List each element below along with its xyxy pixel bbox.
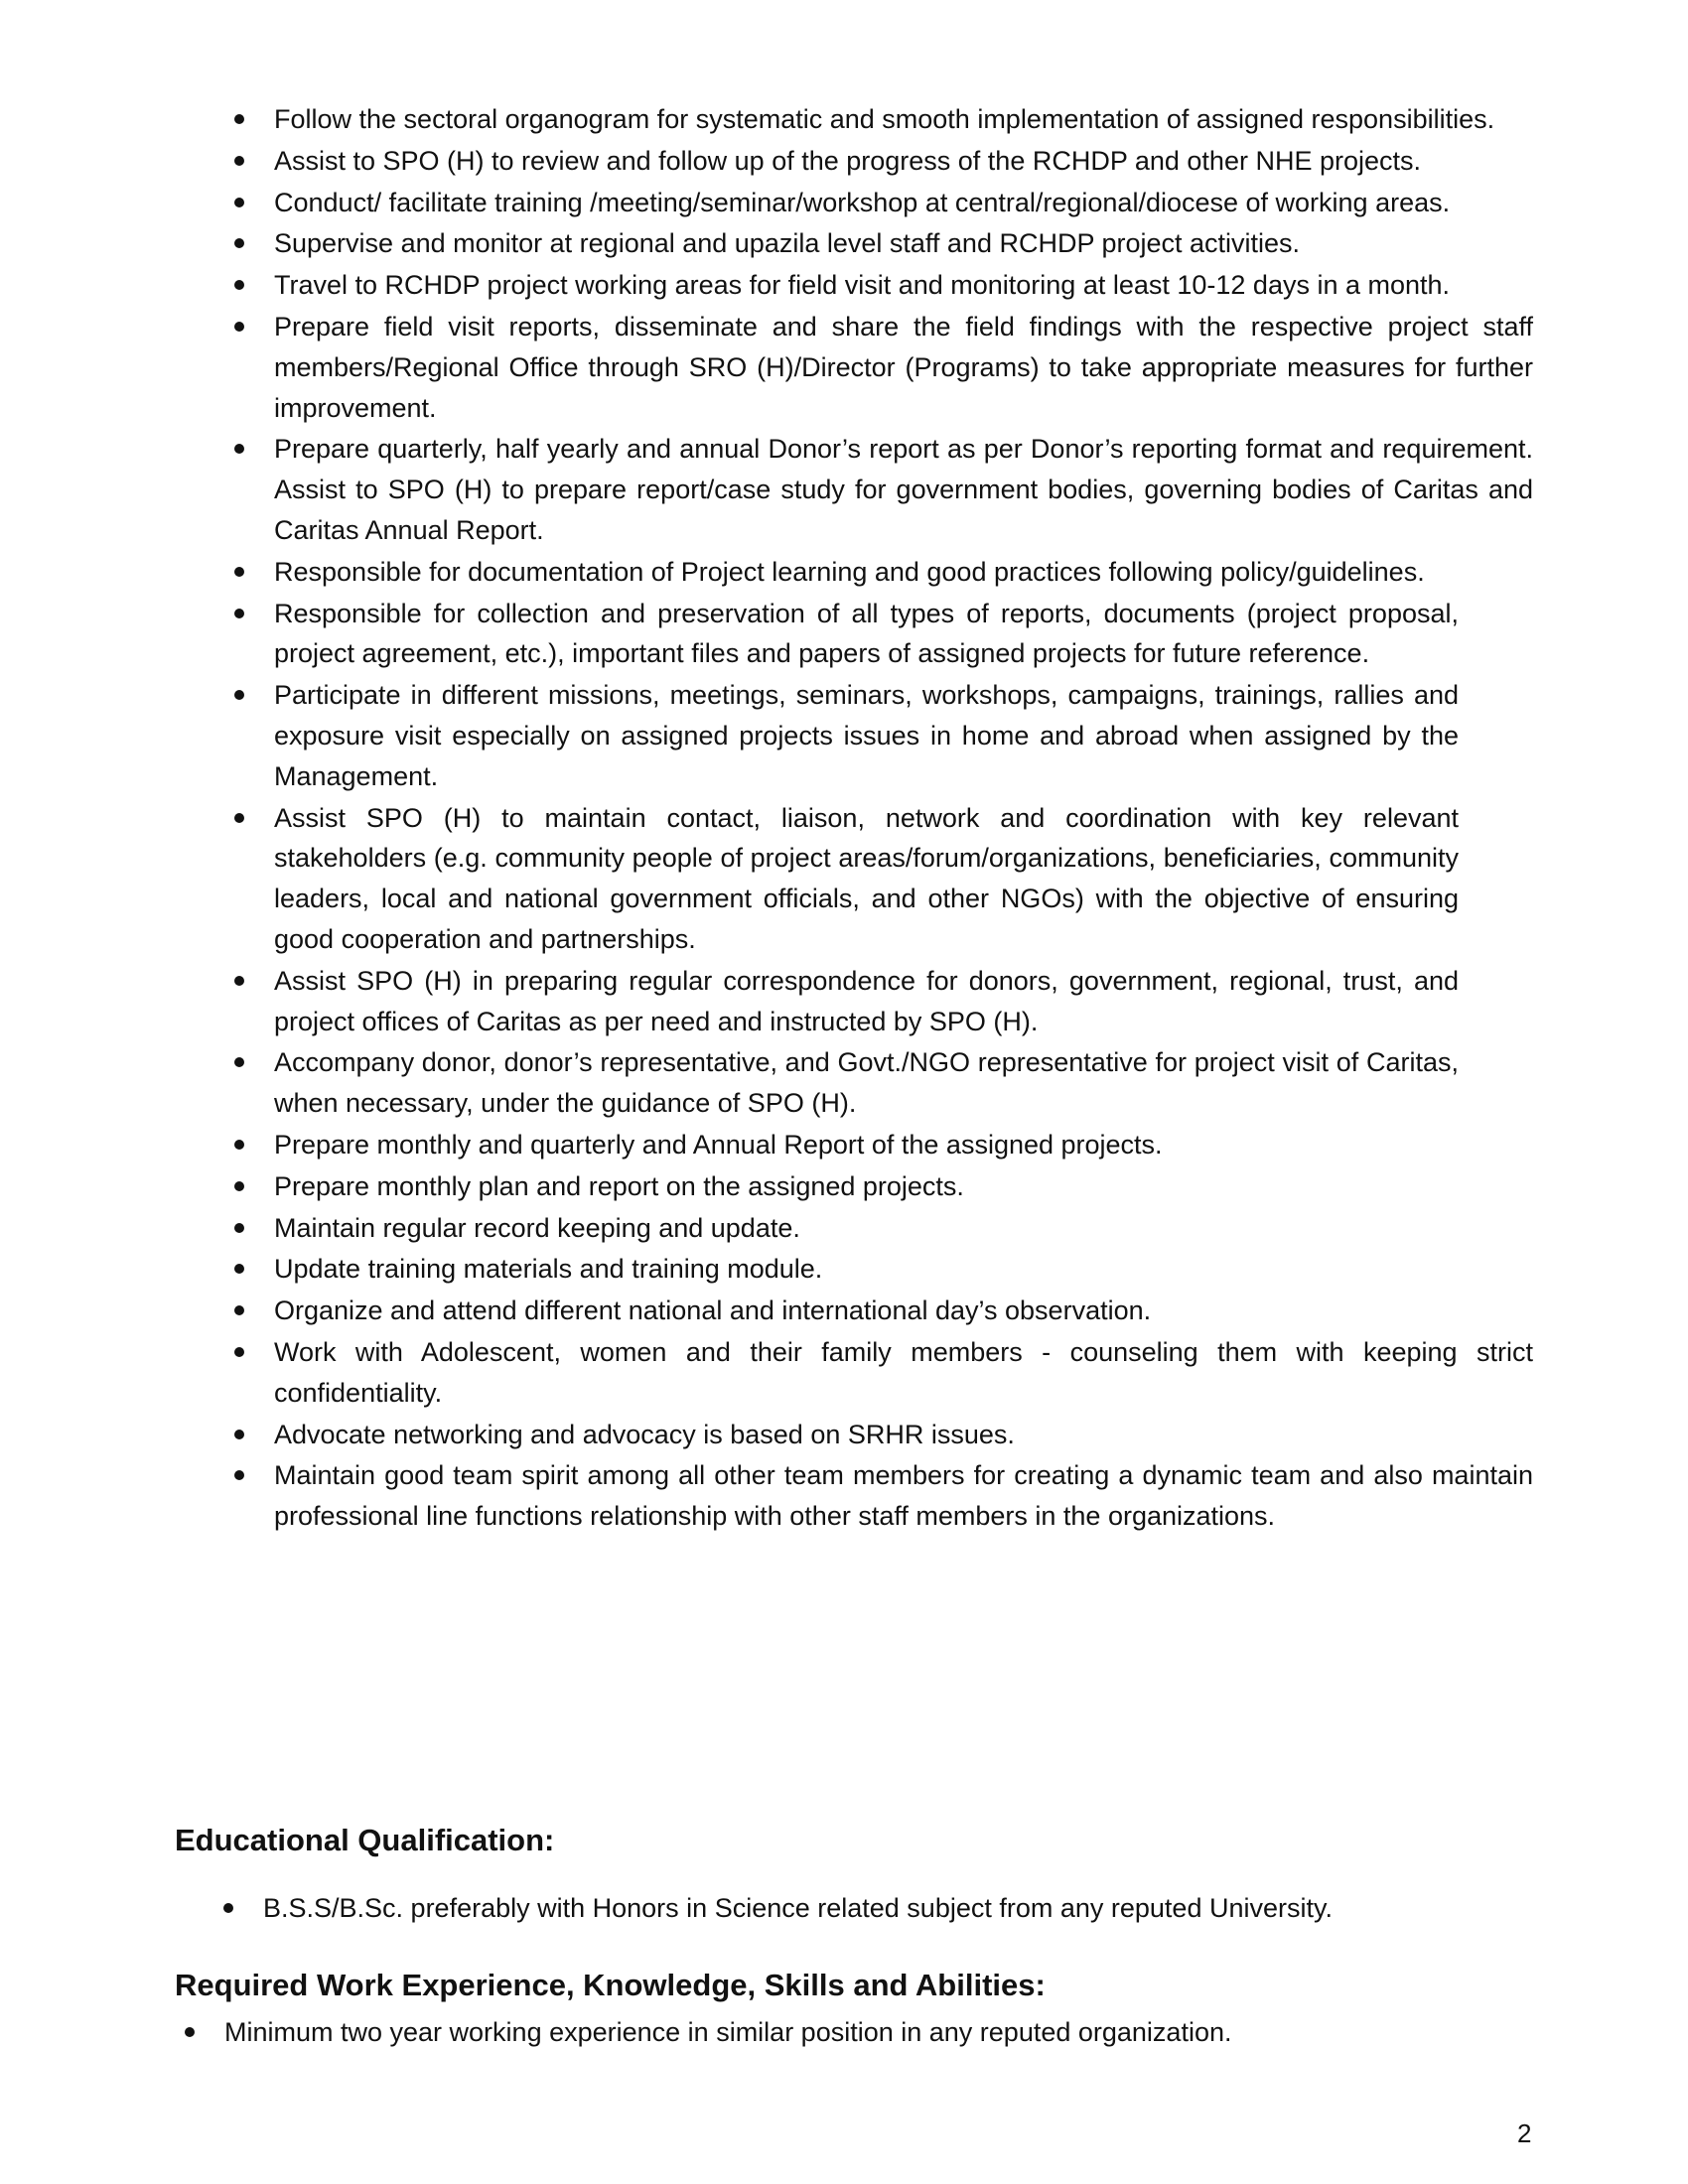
list-item [228,1125,1533,1165]
list-item [228,594,1459,675]
list-item-text: Conduct/ facilitate training /meeting/seminar/workshop at central/regional/diocese of working areas. [274,187,1451,217]
bullet-icon [234,198,244,207]
list-item-text: Maintain good team spirit among all other team members for creating a dynamic team and also maintain professional line functions relationship with other staff members in the organizations. [274,1460,1533,1532]
education-heading: Educational Qualification: [175,1823,555,1857]
list-item-text: Participate in different missions, meetings, seminars, workshops, campaigns, trainings, rallies and exposure visit especially on assigned projects issues in home and abroad when assigned by the Management. [274,680,1459,791]
bullet-icon [234,690,244,700]
list-item-text: Responsible for collection and preservation of all types of reports, documents (project proposal, project agreement, etc.), important files and papers of assigned projects for future reference. [274,598,1459,669]
bullet-icon [234,1305,244,1315]
bullet-icon [234,280,244,290]
bullet-icon [234,813,244,823]
bullet-icon [234,322,244,332]
list-item-text: Maintain regular record keeping and update. [274,1212,800,1243]
education-item-text: B.S.S/B.Sc. preferably with Honors in Science related subject from any reputed University. [263,1893,1333,1923]
list-item-text: Assist SPO (H) in preparing regular correspondence for donors, government, regional, trust, and project offices of Caritas as per need and instructed by SPO (H). [274,965,1459,1036]
list-item-text: Prepare field visit reports, disseminate and share the field findings with the respective project staff members/Regional Office through SRO (H)/Director (Programs) to take appropriate measures for further improvement. [274,311,1533,423]
list-item-text: Assist to SPO (H) to review and follow up of the progress of the RCHDP and other NHE projects. [274,145,1422,176]
list-item [228,141,1533,182]
bullet-icon [234,114,244,124]
list-item [228,1291,1533,1331]
list-item-text: Assist SPO (H) to maintain contact, liaison, network and coordination with key relevant stakeholders (e.g. community people of project areas/forum/organizations, beneficiaries, community leaders, local and national government officials, and other NGOs) with the objective of ensuring good cooperation and partnerships. [274,802,1459,954]
list-item-text: Advocate networking and advocacy is based on SRHR issues. [274,1419,1015,1449]
list-item [228,99,1533,140]
list-item-text: Supervise and monitor at regional and upazila level staff and RCHDP project activities. [274,228,1301,259]
bullet-icon [234,1223,244,1233]
bullet-icon [223,1903,233,1913]
list-item-text: Prepare quarterly, half yearly and annual Donor’s report as per Donor’s reporting format and requirement. Assist to SPO (H) to prepare report/case study for government bodies, governing bodies of Caritas and Caritas Annual Report. [274,434,1533,545]
bullet-icon [234,567,244,577]
list-item [228,1332,1533,1414]
requirements-item-text: Minimum two year working experience in similar position in any reputed organization. [224,2017,1232,2047]
responsibilities-list [228,99,1533,1538]
list-item [228,961,1459,1042]
list-item-text: Update training materials and training module. [274,1254,823,1285]
list-item [228,429,1533,550]
list-item [228,552,1459,593]
requirements-heading: Required Work Experience, Knowledge, Skills and Abilities: [175,1968,1046,2002]
list-item [228,1166,1533,1207]
list-item [228,675,1459,796]
bullet-icon [234,1140,244,1150]
bullet-icon [234,1430,244,1439]
list-item-text: Prepare monthly plan and report on the assigned projects. [274,1170,964,1201]
education-item [263,1888,1333,1928]
list-item [228,798,1459,960]
list-item [228,1249,1533,1290]
list-item [228,223,1533,264]
list-item [228,1042,1459,1124]
bullet-icon [234,1181,244,1191]
list-item-text: Work with Adolescent, women and their family members - counseling them with keeping strict confidentiality. [274,1336,1533,1408]
list-item [228,1455,1533,1537]
bullet-icon [234,1347,244,1357]
list-item-text: Prepare monthly and quarterly and Annual Report of the assigned projects. [274,1129,1163,1160]
list-item [228,1415,1533,1455]
bullet-icon [185,2027,195,2037]
bullet-icon [234,976,244,986]
bullet-icon [234,609,244,618]
page-number: 2 [1517,2118,1532,2148]
list-item [228,265,1533,306]
list-item [228,307,1533,428]
list-item [228,1208,1533,1249]
bullet-icon [234,1264,244,1274]
bullet-icon [234,444,244,454]
list-item-text: Travel to RCHDP project working areas for field visit and monitoring at least 10-12 days in a month. [274,270,1451,301]
bullet-icon [234,238,244,248]
bullet-icon [234,1057,244,1067]
list-item [228,183,1533,223]
list-item-text: Follow the sectoral organogram for systematic and smooth implementation of assigned responsibilities. [274,104,1495,134]
list-item-text: Organize and attend different national and international day’s observation. [274,1296,1152,1326]
requirements-item [224,2012,1231,2052]
bullet-icon [234,1470,244,1480]
list-item-text: Responsible for documentation of Project learning and good practices following policy/guidelines. [274,556,1425,587]
bullet-icon [234,156,244,166]
list-item-text: Accompany donor, donor’s representative, and Govt./NGO representative for project visit of Caritas, when necessary, under the guidance of SPO (H). [274,1047,1459,1119]
